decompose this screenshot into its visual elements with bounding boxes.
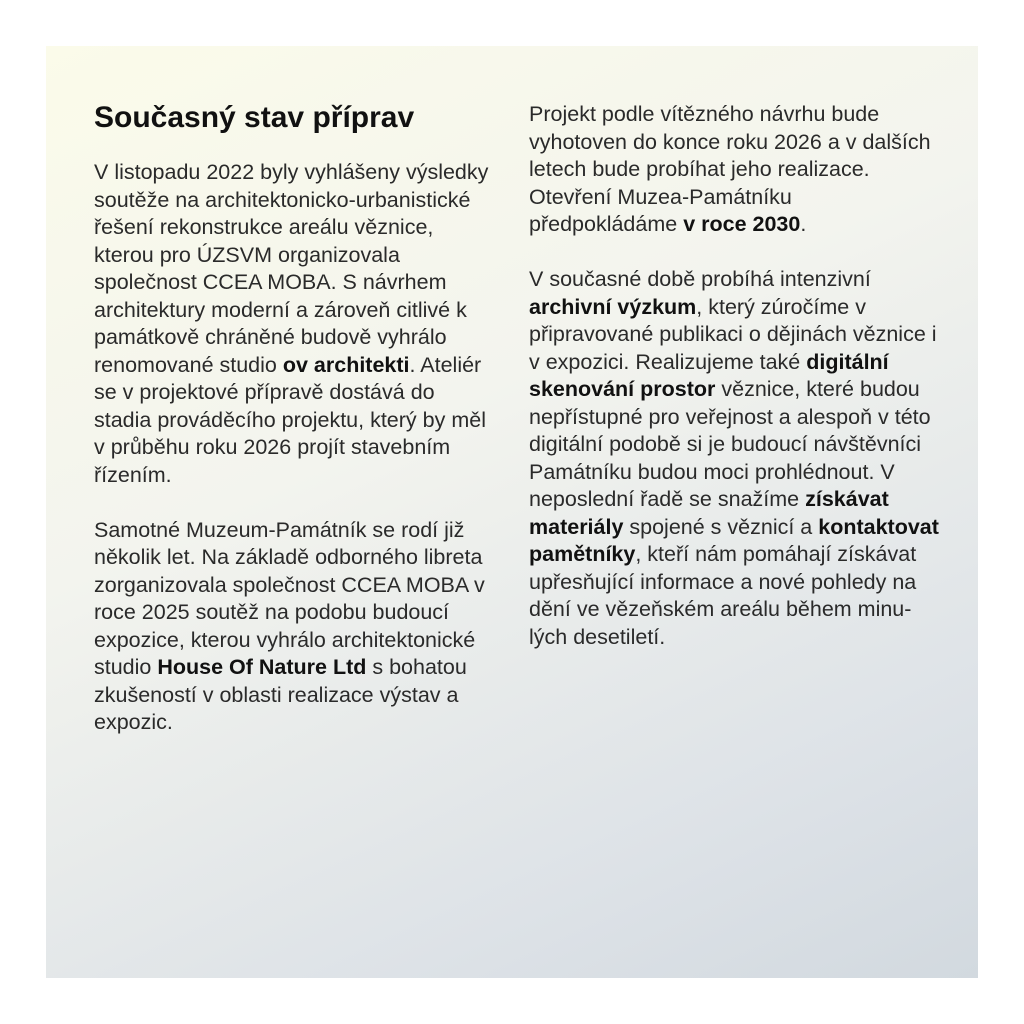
bold-highlight-ov-architekti: ov architekti (282, 352, 410, 377)
right-column (529, 101, 939, 651)
text-span: . Ateliér se v projektové přípravě dostává do stadia prováděcího projektu, který by měl v průběhu roku 2026 projít stavebním řízením. (94, 352, 486, 487)
text-span: V listopadu 2022 byly vyhlášeny výsledky soutěže na architektonicko-urbanistické řešení rekonstrukce areálu věznice, kterou pro ÚZSVM organizovala společnost CCEA MOBA. S návrhem architektury moderní a zároveň citlivé k památkově chráněné budově vyhrálo renomované studio (94, 160, 489, 377)
left-column (94, 159, 494, 737)
text-span: Projekt podle vítězného návrhu bude vyhotoven do konce roku 2026 a v dalších letech bude probíhat jeho realizace. Otevření Muzea-Památníku předpokládáme (529, 102, 931, 236)
text-span: s bohatou zkušeností v oblasti realizace výstav a expozic. (94, 655, 467, 734)
bold-highlight-year: v roce 2030 (683, 212, 801, 236)
text-span: , který zúročíme v připravované publikaci o dějinách věznice i v expozici. Realizujeme také (529, 294, 937, 374)
page-title: Současný stav příprav (94, 101, 415, 134)
bold-highlight-digital-scanning: digitální skenování prostor (529, 349, 889, 401)
paragraph-museum-exhibition (94, 517, 494, 737)
bold-highlight-witnesses: kontaktovat pamětníky (529, 514, 939, 566)
text-span: . (800, 212, 807, 236)
paragraph-competition-results (94, 159, 494, 489)
text-span: spojené s věznicí a (623, 514, 819, 539)
text-span: V současné době probíhá intenzivní (529, 267, 871, 291)
bold-highlight-house-of-nature: House Of Nature Ltd (157, 655, 367, 679)
text-span: Samotné Muzeum-Památník se rodí již několik let. Na základě odborného libreta zorganizovala společnost CCEA MOBA v roce 2025 soutěž na podobu budoucí expozice, kterou vyhrálo architektonické studio (94, 517, 485, 679)
bold-highlight-archive-research: archivní výzkum (529, 294, 697, 319)
text-span: , kteří nám pomáhají získávat upřesňující informace a nové pohledy na dění ve vězeňském areálu během minulých desetiletí. (529, 542, 917, 649)
text-span: věznice, které budou nepřístupné pro veřejnost a alespoň v této digitální podobě si je budoucí návštěvníci Památníku budou moci prohlédnout. V neposlední řadě se snažíme (529, 377, 931, 511)
bold-highlight-materials: získávat materiály (529, 487, 889, 539)
paragraph-current-research (529, 266, 939, 651)
content-panel (46, 46, 978, 978)
paragraph-project-timeline (529, 101, 939, 239)
